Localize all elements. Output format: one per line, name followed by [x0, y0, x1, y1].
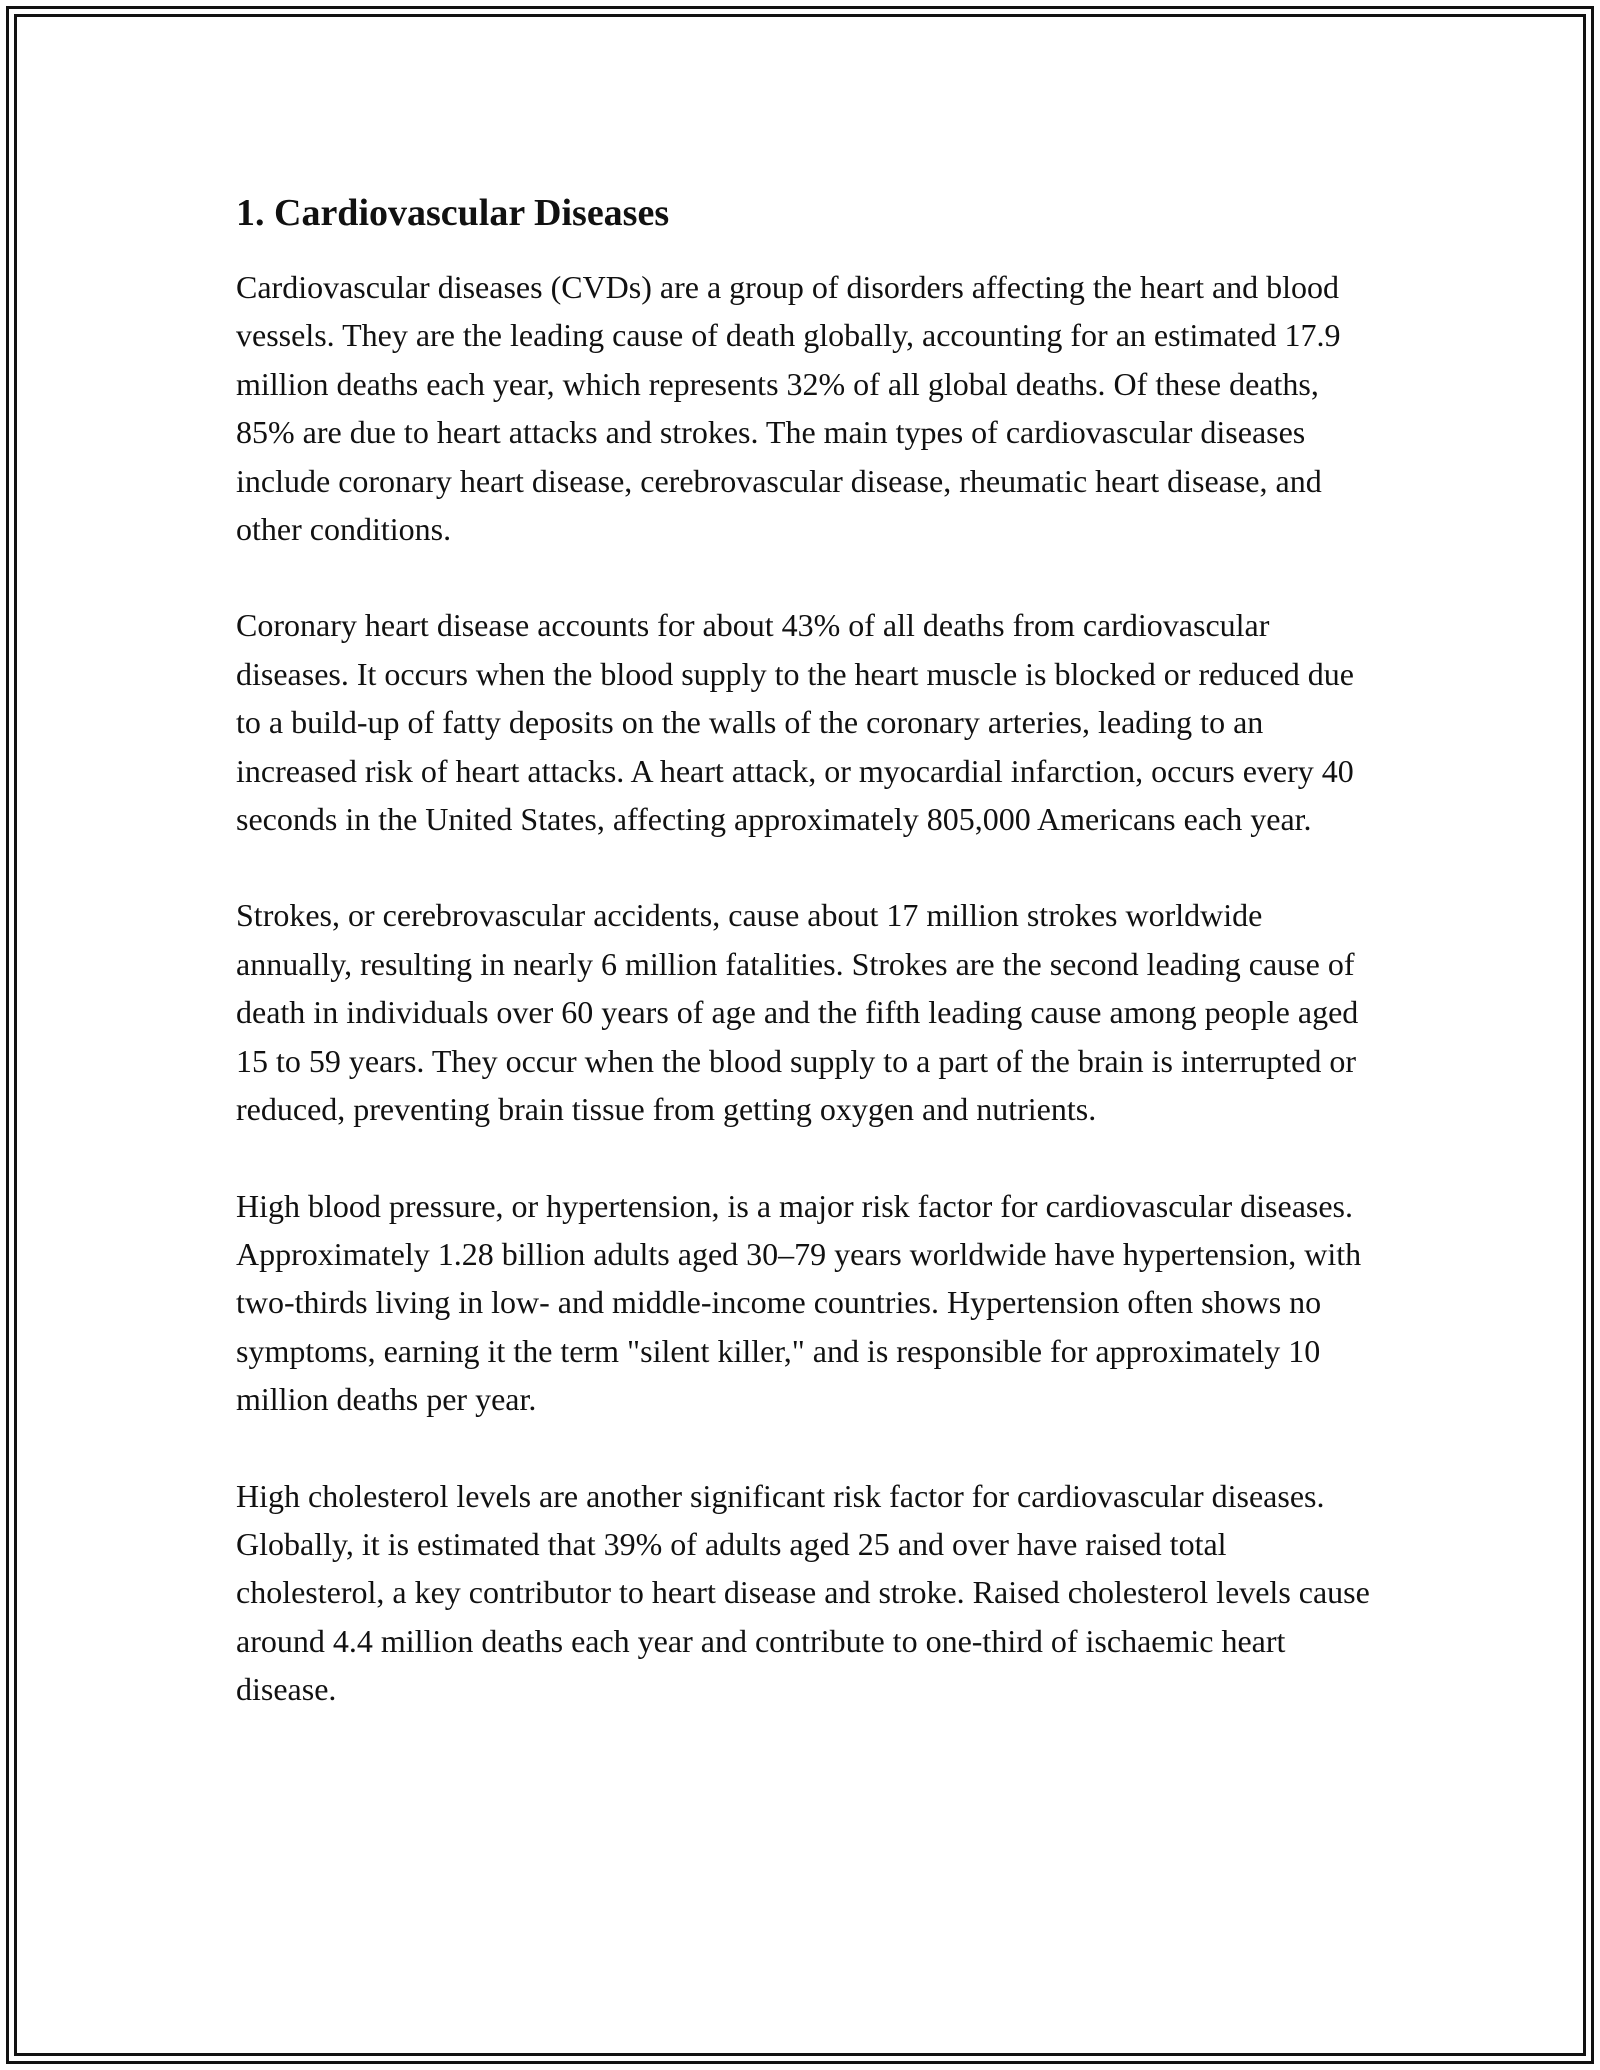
paragraph-cholesterol: High cholesterol levels are another significant risk factor for cardiovascular diseases. Globally, it is estimated that 39% of adults aged 25 and over have raised total cholesterol, a key contributor to heart disease and stroke. Raised cholesterol levels cause around 4.4 million deaths each year and contribute to one-third of ischaemic heart disease.: [236, 1477, 1370, 1708]
document-body: [236, 185, 1376, 1714]
paragraph-hypertension: High blood pressure, or hypertension, is a major risk factor for cardiovascular diseases. Approximately 1.28 billion adults aged 30–79 years worldwide have hypertension, with two-thirds living in low- and middle-income countries. Hypertension often shows no symptoms, earning it the term "silent killer," and is responsible for approximately 10 million deaths per year.: [236, 1187, 1362, 1418]
paragraph-cvd-overview: Cardiovascular diseases (CVDs) are a group of disorders affecting the heart and blood vessels. They are the leading cause of death globally, accounting for an estimated 17.9 million deaths each year, which represents 32% of all global deaths. Of these deaths, 85% are due to heart attacks and strokes. The main types of cardiovascular diseases include coronary heart disease, cerebrovascular disease, rheumatic heart disease, and other conditions.: [236, 269, 1341, 548]
paragraph-strokes: Strokes, or cerebrovascular accidents, cause about 17 million strokes worldwide annually, resulting in nearly 6 million fatalities. Strokes are the second leading cause of death in individuals over 60 years of age and the fifth leading cause among people aged 15 to 59 years. They occur when the blood supply to a part of the brain is interrupted or reduced, preventing brain tissue from getting oxygen and nutrients.: [236, 897, 1359, 1128]
paragraph-coronary-heart-disease: Coronary heart disease accounts for about 43% of all deaths from cardiovascular diseases. It occurs when the blood supply to the heart muscle is blocked or reduced due to a build-up of fatty deposits on the walls of the coronary arteries, leading to an increased risk of heart attacks. A heart attack, or myocardial infarction, occurs every 40 seconds in the United States, affecting approximately 805,000 Americans each year.: [236, 607, 1354, 838]
section-title: 1. Cardiovascular Diseases: [236, 192, 670, 234]
